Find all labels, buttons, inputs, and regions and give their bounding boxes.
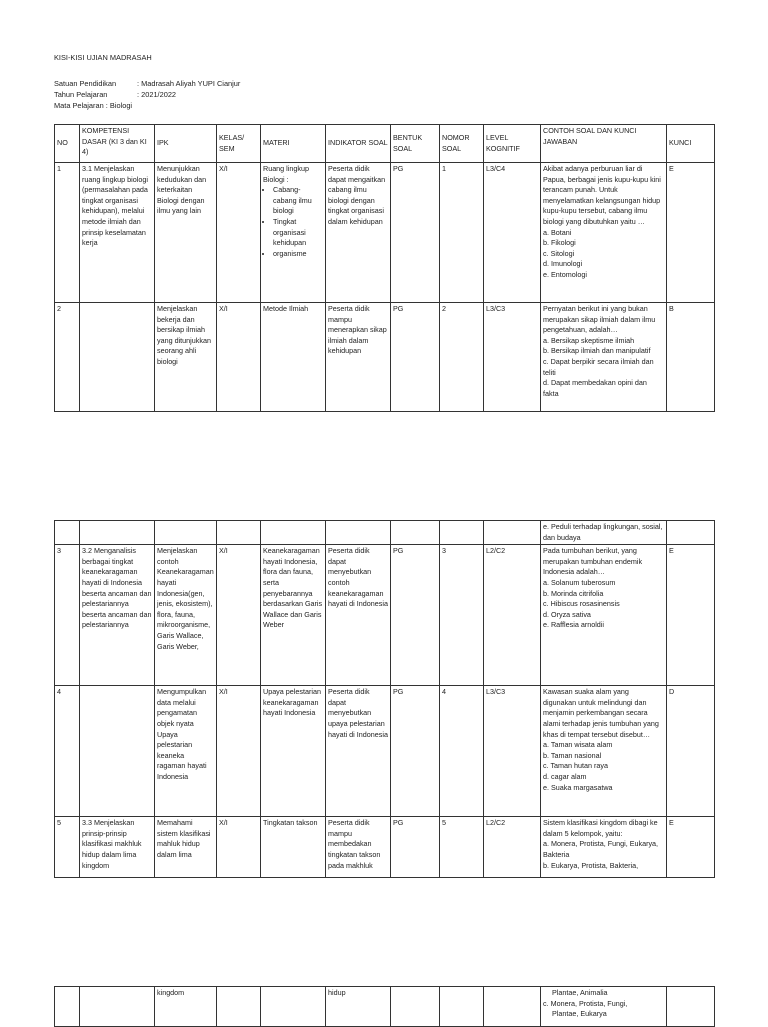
answer-option: Plantae, Eukarya <box>552 1009 607 1019</box>
cell-nomor: 5 <box>440 817 484 878</box>
answer-option: b. Eukarya, Protista, Bakteria, <box>543 860 639 870</box>
answer-option: d. Dapat membedakan opini dan fakta <box>543 378 647 398</box>
cell-soal-cont <box>541 987 667 1027</box>
meta-value: : Madrasah Aliyah YUPI Cianjur <box>137 79 241 88</box>
header-bentuk: BENTUK SOAL <box>391 125 440 163</box>
table-row <box>55 163 715 303</box>
cell-kunci: E <box>667 545 715 686</box>
list-item: • Cabang-cabang ilmu biologi <box>273 185 323 217</box>
answer-option: a. Bersikap skeptisme ilmiah <box>543 335 635 345</box>
meta-label: Mata Pelajaran <box>54 101 104 110</box>
cell-kelas: X/I <box>217 817 261 878</box>
cell-soal <box>541 817 667 878</box>
grid-table-part-2 <box>54 520 715 878</box>
cell-indikator: Peserta didik mampu membedakan tingkatan takson pada makhluk <box>326 817 391 878</box>
cell-soal <box>541 686 667 817</box>
grid-table-part-3 <box>54 986 715 1027</box>
cell-bentuk: PG <box>391 163 440 303</box>
cell-nomor: 2 <box>440 303 484 412</box>
cell-kd: 3.2 Menganalisis berbagai tingkat keanekaragaman hayati di Indonesia beserta ancaman dan pelestariannya beserta ancaman dan pelestariannya <box>80 545 155 686</box>
answer-option: e. Entomologi <box>543 269 587 279</box>
answer-option: c. Monera, Protista, Fungi, <box>543 998 628 1008</box>
answer-option: e. Suaka margasatwa <box>543 782 613 792</box>
cell-kd: 3.3 Menjelaskan prinsip-prinsip klasifikasi makhluk hidup dalam lima kingdom <box>80 817 155 878</box>
answer-option: a. Taman wisata alam <box>543 740 613 750</box>
cell-indikator: Peserta didik dapat menyebutkan upaya pelestarian hayati di Indonesia <box>326 686 391 817</box>
header-contoh: CONTOH SOAL DAN KUNCI JAWABAN <box>541 125 667 163</box>
cell-indikator: Peserta didik mampu menerapkan sikap ilmiah dalam kehidupan <box>326 303 391 412</box>
cell-kd <box>80 686 155 817</box>
cell-kelas: X/I <box>217 163 261 303</box>
table-row <box>55 987 715 1027</box>
cell-kd <box>80 303 155 412</box>
cell-no: 2 <box>55 303 80 412</box>
cell-level: L2/C2 <box>484 545 541 686</box>
cell-ipk: Menjelaskan contoh Keanekaragaman hayati Indonesia(gen, jenis, ekosistem), flora, fauna, mikroorganisme, Garis Wallace, Garis Weber, <box>155 545 217 686</box>
cell-ipk: Memahami sistem klasifikasi mahluk hidup dalam lima <box>155 817 217 878</box>
answer-option: d. Oryza sativa <box>543 609 591 619</box>
question-text: Pernyatan berikut ini yang bukan merupakan sikap ilmiah dalam ilmu pengetahuan, adalah… <box>543 304 656 335</box>
cell-ipk: Mengumpulkan data melalui pengamatan objek nyata Upaya pelestarian keaneka ragaman hayati Indonesia <box>155 686 217 817</box>
cell-no: 5 <box>55 817 80 878</box>
cell-soal <box>541 303 667 412</box>
answer-option: b. Taman nasional <box>543 750 602 760</box>
answer-option: d. Imunologi <box>543 259 583 269</box>
cell-kunci: E <box>667 817 715 878</box>
cell-no: 4 <box>55 686 80 817</box>
cell-indikator: Peserta didik dapat mengaitkan cabang ilmu biologi dengan tingkat organisasi dalam kehidupan <box>326 163 391 303</box>
cell-level: L2/C2 <box>484 817 541 878</box>
meta-year <box>54 90 176 100</box>
answer-option: c. Dapat berpikir secara ilmiah dan teliti <box>543 356 654 377</box>
answer-option: a. Solanum tuberosum <box>543 577 616 587</box>
answer-option: Plantae, Animalia <box>552 988 608 997</box>
cell-materi: Tingkatan takson <box>261 817 326 878</box>
cell-kelas: X/I <box>217 303 261 412</box>
cell-level: L3/C4 <box>484 163 541 303</box>
cell-nomor: 4 <box>440 686 484 817</box>
table-row <box>55 545 715 686</box>
list-item: • organisme <box>273 249 323 260</box>
cell-ipk: Menjelaskan bekerja dan bersikap ilmiah yang ditunjukkan seorang ahli biologi <box>155 303 217 412</box>
header-ipk: IPK <box>155 125 217 163</box>
header-kelas: KELAS/ SEM <box>217 125 261 163</box>
header-no: NO <box>55 125 80 163</box>
table-header-row <box>55 125 715 163</box>
header-kunci: KUNCI <box>667 125 715 163</box>
materi-title: Ruang lingkup Biologi : <box>263 164 309 184</box>
question-text: Kawasan suaka alam yang digunakan untuk melindungi dan menjamin perkembangan secara alami terhadap jenis tumbuhan yang khas di tempat tersebut disebut… <box>543 687 659 739</box>
cell-no: 1 <box>55 163 80 303</box>
cell-materi: Keanekaragaman hayati Indonesia, flora dan fauna, serta penyebarannya berdasarkan Garis Wallace dan Garis Weber <box>261 545 326 686</box>
cell-materi: Upaya pelestarian keanekaragaman hayati Indonesia <box>261 686 326 817</box>
cell-bentuk: PG <box>391 303 440 412</box>
table-row <box>55 686 715 817</box>
header-indikator: INDIKATOR SOAL <box>326 125 391 163</box>
answer-option: e. Rafflesia arnoldii <box>543 620 604 630</box>
meta-label: Tahun Pelajaran <box>54 90 108 99</box>
cell-materi <box>261 163 326 303</box>
materi-list <box>263 185 323 259</box>
cell-nomor: 3 <box>440 545 484 686</box>
cell-materi: Metode Ilmiah <box>261 303 326 412</box>
cell-kunci: D <box>667 686 715 817</box>
answer-option: c. Sitologi <box>543 248 575 258</box>
table-row <box>55 521 715 545</box>
answer-option: b. Morinda citrifolia <box>543 588 604 598</box>
table-row <box>55 817 715 878</box>
cell-nomor: 1 <box>440 163 484 303</box>
cell-indikator: Peserta didik dapat menyebutkan contoh keanekaragaman hayati di Indonesia <box>326 545 391 686</box>
document-title: KISI-KISI UJIAN MADRASAH <box>54 53 152 62</box>
answer-option: b. Fikologi <box>543 238 576 248</box>
table-row <box>55 303 715 412</box>
meta-school <box>54 79 240 89</box>
cell-ipk-cont: kingdom <box>155 987 217 1027</box>
cell-kunci: B <box>667 303 715 412</box>
question-text: Pada tumbuhan berikut, yang merupakan tumbuhan endemik Indonesia adalah… <box>543 546 643 577</box>
question-text: Akibat adanya perburuan liar di Papua, berbagai jenis kupu-kupu kini terancam punah. Untuk menyelamatkan kelangsungan hidup kupu-kupu tersebut, cabang ilmu biologi yang dibutuhkan yaitu … <box>543 164 661 226</box>
header-nomor: NOMOR SOAL <box>440 125 484 163</box>
meta-subject <box>54 101 132 111</box>
cell-bentuk: PG <box>391 686 440 817</box>
answer-option: c. Hibiscus rosasinensis <box>543 599 620 609</box>
header-materi: MATERI <box>261 125 326 163</box>
cell-no: 3 <box>55 545 80 686</box>
cell-kelas: X/I <box>217 545 261 686</box>
cell-kunci: E <box>667 163 715 303</box>
grid-table-part-1 <box>54 124 715 412</box>
cell-level: L3/C3 <box>484 303 541 412</box>
question-text: Sistem klasifikasi kingdom dibagi ke dalam 5 kelompok, yaitu: <box>543 818 658 838</box>
cell-level: L3/C3 <box>484 686 541 817</box>
cell-ipk: Menunjukkan kedudukan dan keterkaitan Biologi dengan ilmu yang lain <box>155 163 217 303</box>
cell-bentuk: PG <box>391 545 440 686</box>
answer-option: c. Taman hutan raya <box>543 761 608 771</box>
cell-soal <box>541 163 667 303</box>
meta-value: : 2021/2022 <box>137 90 177 99</box>
cell-indikator-cont: hidup <box>326 987 391 1027</box>
cell-kelas: X/I <box>217 686 261 817</box>
answer-option: a. Monera, Protista, Fungi, Eukarya, Bakteria <box>543 839 659 859</box>
cell-bentuk: PG <box>391 817 440 878</box>
meta-value: : Biologi <box>105 101 133 110</box>
cell-kd: 3.1 Menjelaskan ruang lingkup biologi (permasalahan pada tingkat organisasi kehidupan), melalui metode ilmiah dan prinsip keselamatan kerja <box>80 163 155 303</box>
header-kd: KOMPETENSI DASAR (KI 3 dan KI 4) <box>80 125 155 163</box>
answer-option: d. cagar alam <box>543 771 587 781</box>
list-item: • Tingkat organisasi kehidupan <box>273 217 323 249</box>
answer-option: b. Bersikap ilmiah dan manipulatif <box>543 346 651 356</box>
answer-option: a. Botani <box>543 227 572 237</box>
header-level: LEVEL KOGNITIF <box>484 125 541 163</box>
cell-soal <box>541 545 667 686</box>
meta-label: Satuan Pendidikan <box>54 79 117 88</box>
cell-soal-cont: e. Peduli terhadap lingkungan, sosial, dan budaya <box>541 521 667 545</box>
